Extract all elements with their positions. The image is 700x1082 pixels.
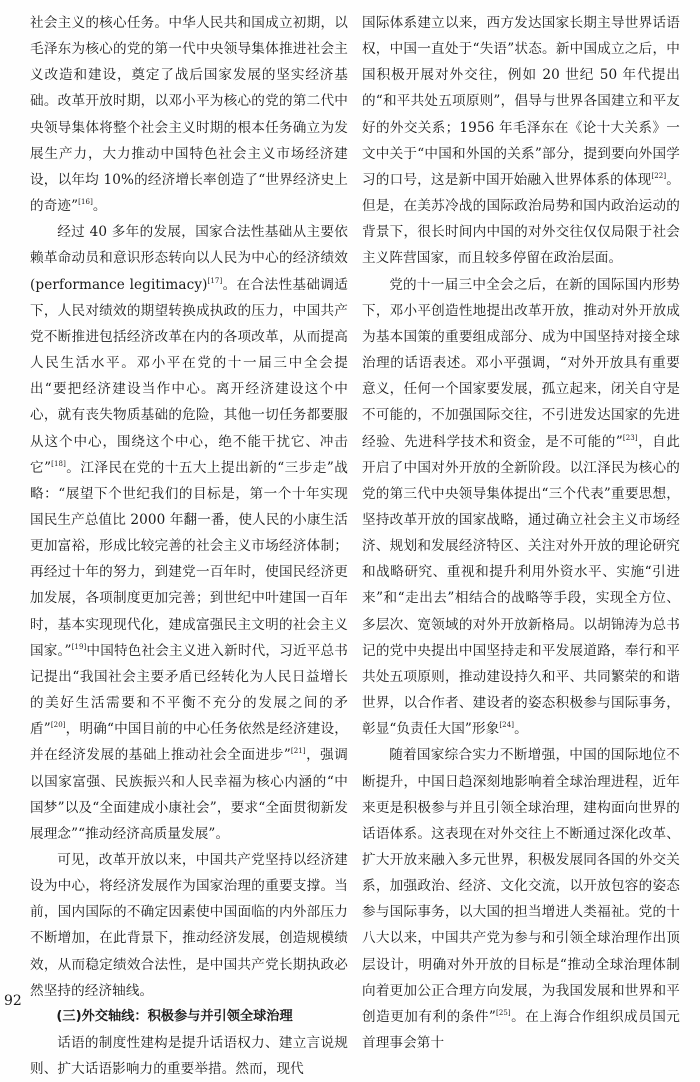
right-column bbox=[362, 10, 680, 1056]
citation-ref: [20] bbox=[50, 721, 66, 730]
paragraph: 随着国家综合实力不断增强，中国的国际地位不断提升，中国日趋深刻地影响着全球治理进程，近年来更是积极参与并且引领全球治理，建构面向世界的话语体系。这表现在对外交往上不断通过深化改革、扩大开放来融入多元世界，积极发展同各国的外交关系，加强政治、经济、文化交流，以开放包容的姿态参与国际事务，以大国的担当增进人类福祉。党的十八大以来，中国共产党为参与和引领全球治理作出顶层设计，明确对外开放的目标是“推动全球治理体制向着更加公正合理方向发展，为我国发展和世界和平创造更加有利的条件”[25]。在上海合作组织成员国元首理事会第十 bbox=[362, 747, 681, 1052]
section-heading: (三)外交轴线：积极参与并引领全球治理 bbox=[56, 1008, 293, 1024]
citation-ref: [19] bbox=[71, 642, 87, 651]
paragraph: 话语的制度性建构是提升话语权力、建立言说规则、扩大话语影响力的重要举措。然而，现代 bbox=[30, 1035, 348, 1078]
citation-ref: [25] bbox=[495, 1008, 511, 1017]
paragraph: 党的十一届三中全会之后，在新的国际国内形势下，邓小平创造性地提出改革开放，推动对外开放成为基本国策的重要组成部分、成为中国坚持对接全球治理的话语表述。邓小平强调，“对外开放具有重要意义，任何一个国家要发展，孤立起来，闭关自守是不可能的，不加强国际交往，不引进发达国家的先进经验、先进科学技术和资金，是不可能的”[23]，自此开启了中国对外开放的全新阶段。以江泽民为核心的党的第三代中央领导集体提出“三个代表”重要思想，坚持改革开放的国家战略，通过确立社会主义市场经济、规划和发展经济特区、关注对外开放的理论研究和战略研究、重视和提升利用外资水平、实施“引进来”和“走出去”相结合的战略等手段，实现全方位、多层次、宽领域的对外开放新格局。以胡锦涛为总书记的党中央提出中国坚持走和平发展道路，奉行和平共处五项原则，推动建设持久和平、共同繁荣的和谐世界，以合作者、建设者的姿态积极参与国际事务，彰显“负责任大国”形象[24]。 bbox=[362, 276, 680, 738]
citation-ref: [17] bbox=[207, 276, 223, 285]
citation-ref: [22] bbox=[651, 171, 667, 180]
citation-ref: [24] bbox=[499, 721, 515, 730]
page-number: 92 bbox=[4, 993, 22, 1009]
left-column bbox=[30, 10, 348, 1082]
citation-ref: [21] bbox=[290, 747, 306, 756]
paragraph: 经过 40 多年的发展，国家合法性基础从主要依赖革命动员和意识形态转向以人民为中心的经济绩效(performance legitimacy)[17]。在合法性基础调适下，人民对绩效的期望转换成执政的压力，中国共产党不断推进包括经济改革在内的各项改革，从而提高人民生活水平。邓小平在党的十一届三中全会提出“要把经济建设当作中心。离开经济建设这个中心，就有丧失物质基础的危险，其他一切任务都要服从这个中心，围绕这个中心，绝不能干扰它、冲击它”[18]。江泽民在党的十五大上提出新的“三步走”战略：“展望下个世纪我们的目标是，第一个十年实现国民生产总值比 2000 年翻一番，使人民的小康生活更加富裕，形成比较完善的社会主义市场经济体制；再经过十年的努力，到建党一百年时，使国民经济更加发展，各项制度更加完善；到世纪中叶建国一百年时，基本实现现代化，建成富强民主文明的社会主义国家。”[19]中国特色社会主义进入新时代，习近平总书记提出“我国社会主要矛盾已经转化为人民日益增长的美好生活需要和不平衡不充分的发展之间的矛盾”[20]，明确“中国目前的中心任务依然是经济建设，并在经济发展的基础上推动社会全面进步”[21]，强调以国家富强、民族振兴和人民幸福为核心内涵的“中国梦”以及“全面建成小康社会”，要求“全面贯彻新发展理念”“推动经济高质量发展”。 bbox=[30, 224, 349, 842]
citation-ref: [18] bbox=[51, 459, 66, 468]
citation-ref: [23] bbox=[622, 433, 638, 442]
paragraph: 社会主义的核心任务。中华人民共和国成立初期，以毛泽东为核心的党的第一代中央领导集体推进社会主义改造和建设，奠定了战后国家发展的坚实经济基础。改革开放时期，以邓小平为核心的党的第二代中央领导集体将整个社会主义时期的根本任务确立为发展生产力，大力推动中国特色社会主义市场经济建设，以年均 10%的经济增长率创造了“世界经济史上的奇迹”[16]。 bbox=[30, 15, 348, 215]
paragraph: 国际体系建立以来，西方发达国家长期主导世界话语权，中国一直处于“失语”状态。新中国成立之后，中国积极开展对外交往，例如 20 世纪 50 年代提出的“和平共处五项原则”，倡导与世界各国建立和平友好的外交关系；1956 年毛泽东在《论十大关系》一文中关于“中国和外国的关系”部分，提到要向外国学习的口号，这是新中国开始融入世界体系的体现[22]。但是，在美苏冷战的国际政治局势和国内政治运动的背景下，很长时间内中国的对外交往仅仅局限于社会主义阵营国家，而且较多停留在政治层面。 bbox=[362, 15, 680, 267]
paragraph: 可见，改革开放以来，中国共产党坚持以经济建设为中心，将经济发展作为国家治理的重要支撑。当前，国内国际的不确定因素使中国面临的内外部压力不断增加，在此背景下，推动经济发展，创造规模绩效，从而稳定绩效合法性，是中国共产党长期执政必然坚持的经济轴线。 bbox=[30, 852, 348, 999]
citation-ref: [16] bbox=[78, 198, 93, 207]
